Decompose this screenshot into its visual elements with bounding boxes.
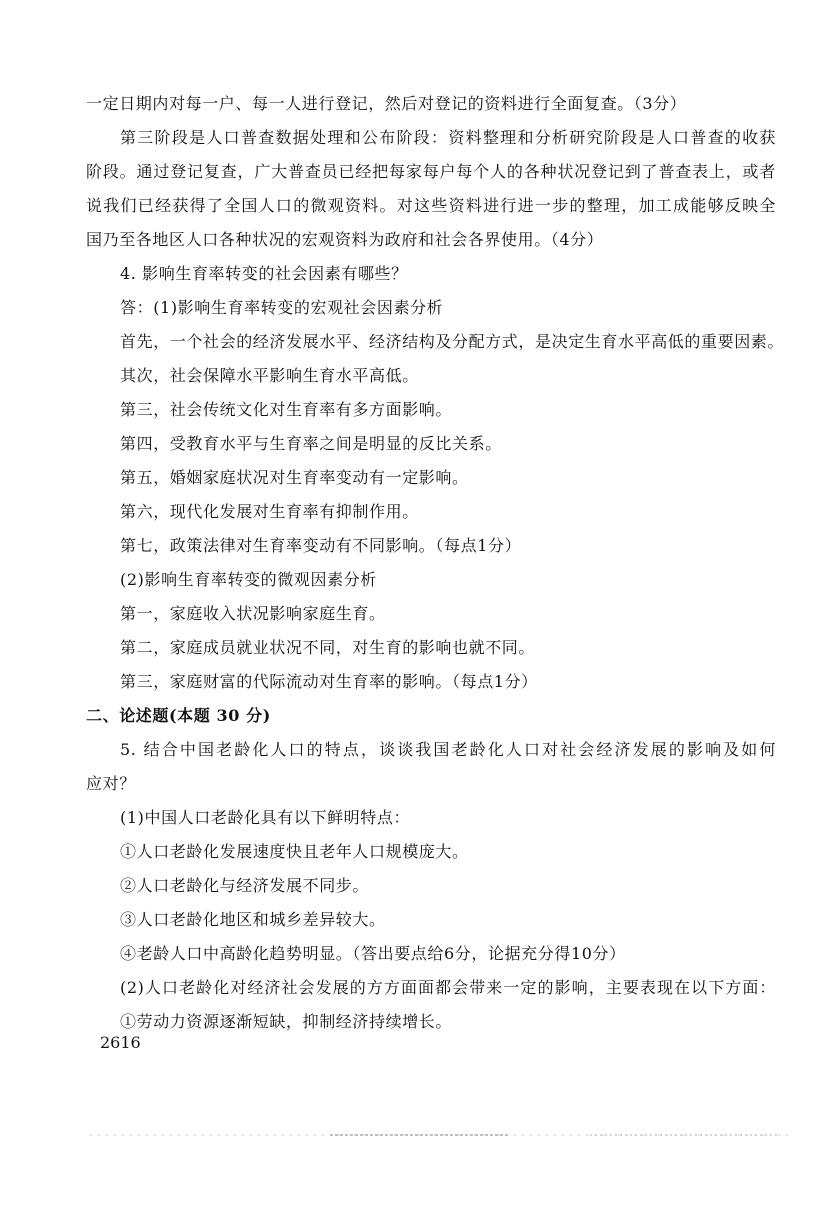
text-line: 第三，家庭财富的代际流动对生育率的影响。（每点1分）	[120, 672, 538, 691]
text-line: 国乃至各地区人口各种状况的宏观资料为政府和社会各界使用。（4分）	[86, 230, 604, 249]
section-heading: 二、论述题(本题 30 分)	[86, 706, 271, 725]
text-line: ①人口老龄化发展速度快且老年人口规模庞大。	[120, 842, 469, 861]
scan-noise	[90, 1133, 790, 1137]
text-line: 说我们已经获得了全国人口的微观资料。对这些资料进行进一步的整理，加工成能够反映全	[86, 196, 776, 215]
text-line: 第一，家庭收入状况影响家庭生育。	[120, 604, 386, 623]
text-line: ④老龄人口中高龄化趋势明显。（答出要点给6分，论据充分得10分）	[120, 944, 626, 963]
text-line: 第三阶段是人口普查数据处理和公布阶段：资料整理和分析研究阶段是人口普查的收获	[120, 128, 776, 147]
text-line: 一定日期内对每一户、每一人进行登记，然后对登记的资料进行全面复查。（3分）	[86, 94, 687, 113]
text-line: (2)影响生育率转变的微观因素分析	[120, 570, 377, 589]
text-line: (2)人口老龄化对经济社会发展的方方面面都会带来一定的影响，主要表现在以下方面：	[120, 978, 776, 997]
text-line: 第七，政策法律对生育率变动有不同影响。（每点1分）	[120, 536, 522, 555]
text-line: 应对？	[86, 774, 136, 793]
text-line: 首先，一个社会的经济发展水平、经济结构及分配方式，是决定生育水平高低的重要因素。	[120, 332, 785, 351]
text-line: 阶段。通过登记复查，广大普查员已经把每家每户每个人的各种状况登记到了普查表上，或者	[86, 162, 776, 181]
page-number: 2616	[100, 1033, 141, 1052]
question-heading: 4. 影响生育率转变的社会因素有哪些？	[120, 264, 408, 283]
text-line: ①劳动力资源逐渐短缺，抑制经济持续增长。	[120, 1012, 453, 1031]
text-line: (1)中国人口老龄化具有以下鲜明特点：	[120, 808, 411, 827]
text-line: ②人口老龄化与经济发展不同步。	[120, 876, 370, 895]
text-line: 第二，家庭成员就业状况不同，对生育的影响也就不同。	[120, 638, 536, 657]
text-line: ③人口老龄化地区和城乡差异较大。	[120, 910, 386, 929]
question-heading: 5. 结合中国老龄化人口的特点，谈谈我国老龄化人口对社会经济发展的影响及如何	[120, 740, 776, 759]
text-line: 其次，社会保障水平影响生育水平高低。	[120, 366, 419, 385]
text-line: 第五，婚姻家庭状况对生育率变动有一定影响。	[120, 468, 469, 487]
text-line: 第三，社会传统文化对生育率有多方面影响。	[120, 400, 453, 419]
text-line: 答：(1)影响生育率转变的宏观社会因素分析	[120, 298, 444, 317]
text-line: 第四，受教育水平与生育率之间是明显的反比关系。	[120, 434, 502, 453]
text-line: 第六，现代化发展对生育率有抑制作用。	[120, 502, 419, 521]
